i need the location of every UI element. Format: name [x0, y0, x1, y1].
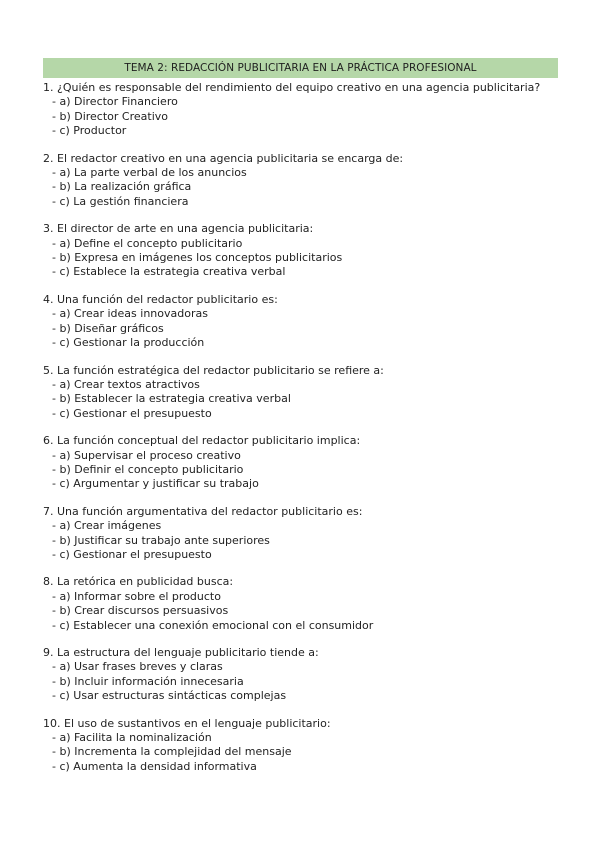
question-list: [43, 81, 558, 774]
question-6: [43, 434, 558, 492]
answer-option: - c) Productor: [52, 124, 127, 138]
question-7: [43, 505, 558, 563]
question-10: [43, 717, 558, 775]
question-9: [43, 646, 558, 704]
answer-option: - b) Establecer la estrategia creativa verbal: [52, 392, 291, 406]
answer-option: - b) Definir el concepto publicitario: [52, 462, 244, 476]
question-text: 1. ¿Quién es responsable del rendimiento del equipo creativo en una agencia publicitaria?: [43, 81, 541, 94]
answer-option: - c) Establece la estrategia creativa verbal: [52, 265, 286, 279]
document-title: TEMA 2: REDACCIÓN PUBLICITARIA EN LA PRÁCTICA PROFESIONAL: [43, 58, 558, 78]
answer-option: - c) Gestionar el presupuesto: [52, 406, 212, 420]
question-text: 4. Una función del redactor publicitario es:: [43, 292, 278, 306]
answer-option: - b) Justificar su trabajo ante superiores: [52, 533, 270, 547]
answer-option: - c) Aumenta la densidad informativa: [52, 759, 257, 773]
answer-option: - b) Diseñar gráficos: [52, 321, 164, 335]
question-text: 8. La retórica en publicidad busca:: [43, 575, 234, 589]
question-text: 5. La función estratégica del redactor publicitario se refiere a:: [43, 363, 384, 377]
answer-option: - a) Facilita la nominalización: [52, 731, 212, 745]
question-text: 10. El uso de sustantivos en el lenguaje publicitario:: [43, 716, 331, 730]
question-1: [43, 81, 558, 139]
question-text: 9. La estructura del lenguaje publicitario tiende a:: [43, 646, 319, 659]
answer-option: - c) Establecer una conexión emocional con el consumidor: [52, 618, 374, 632]
answer-option: - a) Define el concepto publicitario: [52, 236, 243, 250]
answer-option: - b) Crear discursos persuasivos: [52, 604, 229, 618]
answer-option: - b) Incluir información innecesaria: [52, 674, 244, 688]
question-2: [43, 152, 558, 210]
question-3: [43, 222, 558, 280]
answer-option: - a) Usar frases breves y claras: [52, 660, 223, 674]
question-text: 6. La función conceptual del redactor publicitario implica:: [43, 434, 361, 448]
answer-option: - a) Director Financiero: [52, 95, 178, 109]
question-4: [43, 293, 558, 351]
document-page: [43, 58, 558, 787]
answer-option: - a) Crear textos atractivos: [52, 377, 200, 391]
question-8: [43, 575, 558, 633]
answer-option: - b) Incrementa la complejidad del mensaje: [52, 745, 292, 759]
question-text: 2. El redactor creativo en una agencia publicitaria se encarga de:: [43, 151, 404, 165]
answer-option: - c) Gestionar el presupuesto: [52, 547, 212, 561]
answer-option: - c) Usar estructuras sintácticas complejas: [52, 689, 287, 703]
answer-option: - a) Supervisar el proceso creativo: [52, 448, 241, 462]
question-text: 3. El director de arte en una agencia publicitaria:: [43, 222, 314, 236]
question-5: [43, 364, 558, 422]
answer-option: - a) Crear ideas innovadoras: [52, 307, 208, 321]
answer-option: - b) Director Creativo: [52, 109, 168, 123]
answer-option: - b) La realización gráfica: [52, 180, 192, 194]
answer-option: - c) La gestión financiera: [52, 194, 189, 208]
answer-option: - c) Gestionar la producción: [52, 336, 205, 350]
question-text: 7. Una función argumentativa del redactor publicitario es:: [43, 504, 363, 518]
answer-option: - b) Expresa en imágenes los conceptos publicitarios: [52, 251, 343, 265]
answer-option: - a) Informar sobre el producto: [52, 589, 221, 603]
answer-option: - a) Crear imágenes: [52, 519, 162, 533]
answer-option: - a) La parte verbal de los anuncios: [52, 166, 247, 180]
answer-option: - c) Argumentar y justificar su trabajo: [52, 477, 259, 491]
